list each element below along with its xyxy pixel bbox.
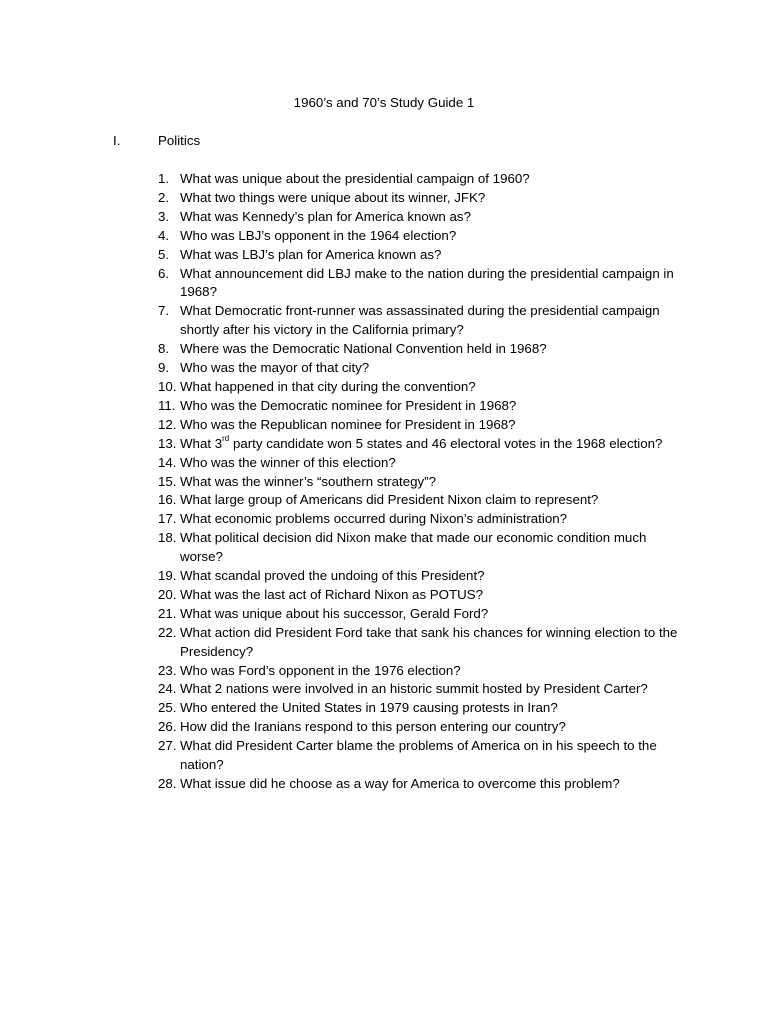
question-number: 3. (158, 208, 170, 224)
question-text: What two things were unique about its winner, JFK? (180, 189, 486, 205)
question-text: Who was the winner of this election? (180, 454, 396, 470)
question-text: What issue did he choose as a way for America to overcome this problem? (180, 776, 620, 791)
question-number: 22. (158, 624, 177, 640)
question-number: 8. (158, 341, 170, 357)
question-text-end: party candidate won 5 states and 46 electoral votes in the 1968 election? (229, 435, 663, 451)
question-number: 27. (158, 738, 177, 754)
question-item (158, 699, 688, 718)
question-item (158, 624, 688, 662)
question-text: Who was LBJ’s opponent in the 1964 election? (180, 227, 457, 243)
question-text: What action did President Ford take that sank his chances for winning election to the Presidency? (180, 624, 678, 659)
question-number: 17. (158, 511, 177, 527)
question-number: 16. (158, 492, 177, 508)
question-number: 7. (158, 303, 170, 319)
question-number: 18. (158, 530, 177, 546)
question-text: Who was the mayor of that city? (180, 360, 370, 376)
question-item (158, 737, 688, 775)
question-text: What was the winner’s “southern strategy”? (180, 473, 436, 489)
question-text: What announcement did LBJ make to the nation during the presidential campaign in 1968? (180, 265, 674, 300)
question-item (158, 586, 688, 605)
question-text: What scandal proved the undoing of this President? (180, 568, 485, 584)
question-number: 28. (158, 776, 177, 791)
question-text: Who was Ford’s opponent in the 1976 election? (180, 662, 461, 678)
document-title: 1960’s and 70’s Study Guide 1 (293, 95, 475, 110)
section-heading (113, 132, 713, 150)
question-list (158, 170, 688, 794)
question-item (158, 416, 688, 435)
question-item (158, 605, 688, 624)
question-text: Who was the Republican nominee for President in 1968? (180, 416, 516, 432)
question-item (158, 359, 688, 378)
question-text: Where was the Democratic National Convention held in 1968? (180, 341, 547, 357)
question-number: 4. (158, 227, 170, 243)
question-number: 23. (158, 662, 177, 678)
question-number: 2. (158, 189, 170, 205)
question-item (158, 397, 688, 416)
question-text: What was unique about his successor, Gerald Ford? (180, 605, 489, 621)
question-text: What Democratic front-runner was assassinated during the presidential campaign shortly after his victory in the California primary? (180, 303, 660, 338)
question-text: What happened in that city during the convention? (180, 378, 476, 394)
question-item (158, 208, 688, 227)
question-text: How did the Iranians respond to this person entering our country? (180, 719, 566, 735)
question-text: What was the last act of Richard Nixon as POTUS? (180, 586, 483, 602)
question-item (158, 189, 688, 208)
question-text: What was unique about the presidential campaign of 1960? (180, 171, 530, 186)
question-number: 14. (158, 454, 177, 470)
question-item (158, 662, 688, 681)
question-number: 25. (158, 700, 177, 716)
question-number: 24. (158, 681, 177, 697)
question-number: 19. (158, 568, 177, 584)
question-text: What economic problems occurred during Nixon’s administration? (180, 511, 568, 527)
question-number: 26. (158, 719, 177, 735)
question-item (158, 302, 688, 340)
ordinal-suffix: rd (222, 434, 230, 444)
question-item (158, 340, 688, 359)
question-item (158, 378, 688, 397)
question-text: What large group of Americans did President Nixon claim to represent? (180, 492, 599, 508)
section-label: Politics (158, 133, 201, 148)
question-item (158, 454, 688, 473)
question-number: 21. (158, 605, 177, 621)
question-number: 9. (158, 360, 170, 376)
question-text: What political decision did Nixon make that made our economic condition much worse? (180, 530, 647, 565)
question-item (158, 170, 688, 189)
question-item (158, 567, 688, 586)
question-number: 11. (158, 397, 176, 413)
question-item (158, 435, 688, 454)
question-item (158, 227, 688, 246)
question-number: 1. (158, 171, 170, 186)
question-item (158, 680, 688, 699)
question-item (158, 775, 688, 794)
question-number: 5. (158, 246, 170, 262)
question-number: 13. (158, 435, 177, 451)
question-item (158, 718, 688, 737)
question-text: What was Kennedy’s plan for America known as? (180, 208, 471, 224)
question-item (158, 491, 688, 510)
question-item (158, 529, 688, 567)
question-text: What did President Carter blame the problems of America on in his speech to the nation? (180, 738, 657, 773)
question-item (158, 510, 688, 529)
question-number: 10. (158, 378, 177, 394)
question-text: Who was the Democratic nominee for President in 1968? (180, 397, 517, 413)
section-numeral: I. (113, 133, 121, 148)
question-text: What was LBJ’s plan for America known as? (180, 246, 442, 262)
question-item (158, 265, 688, 303)
question-number: 12. (158, 416, 177, 432)
question-text-start: What 3 (180, 435, 223, 451)
question-number: 15. (158, 473, 177, 489)
question-text: Who entered the United States in 1979 causing protests in Iran? (180, 700, 558, 716)
question-text: What 2 nations were involved in an historic summit hosted by President Carter? (180, 681, 648, 697)
question-number: 6. (158, 265, 170, 281)
question-item (158, 246, 688, 265)
question-number: 20. (158, 586, 177, 602)
question-item (158, 473, 688, 492)
